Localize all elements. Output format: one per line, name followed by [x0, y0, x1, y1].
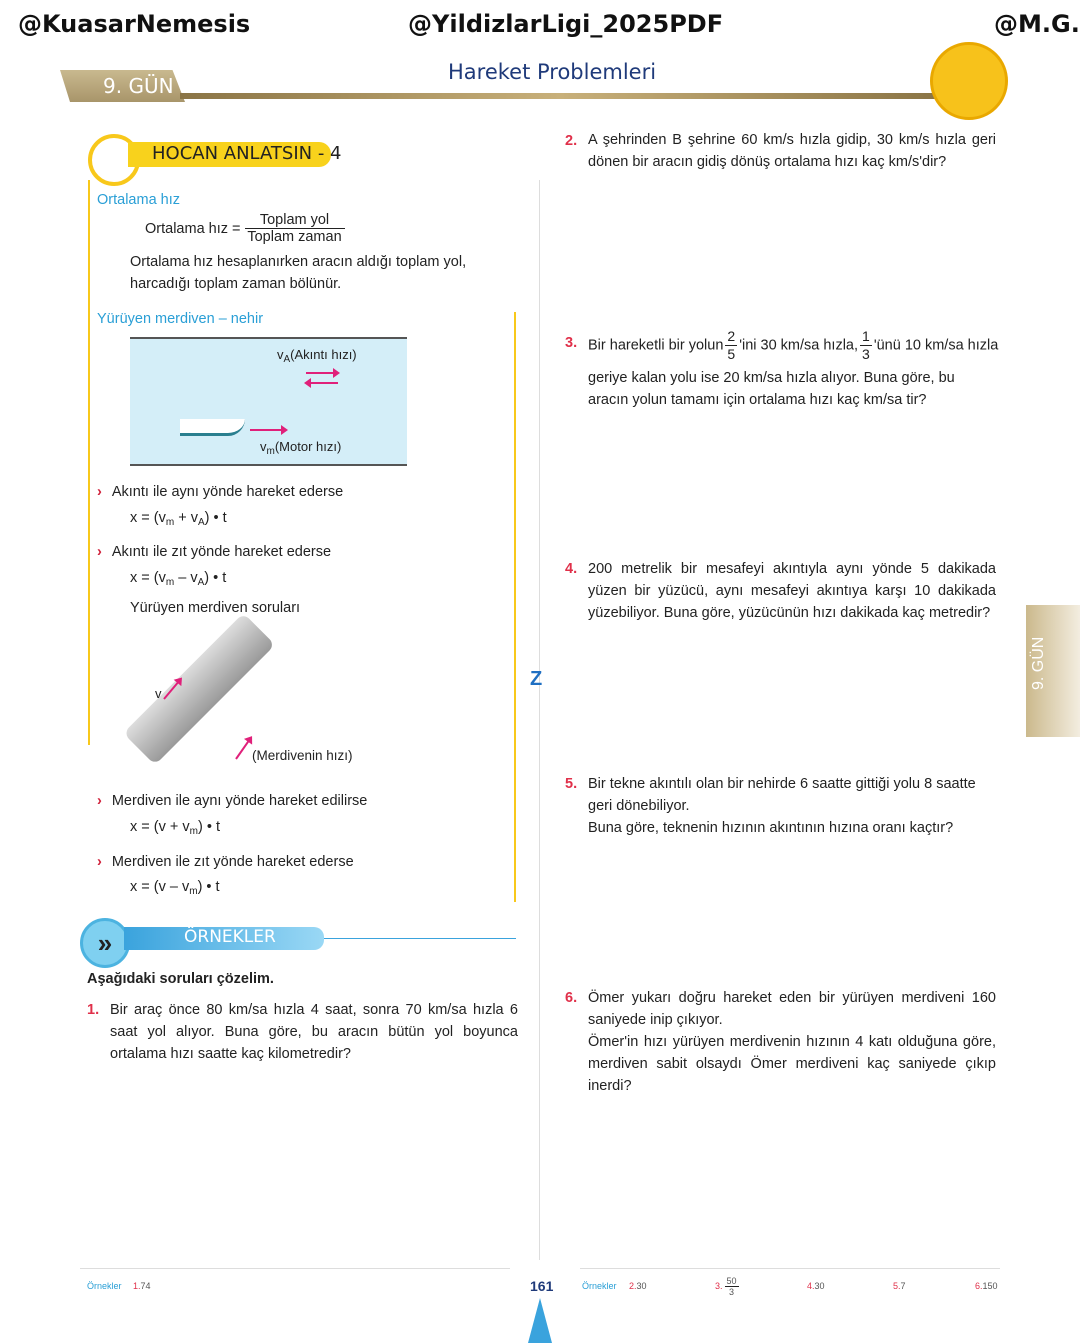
footer-label-left: Örnekler	[87, 1281, 122, 1291]
boat-icon	[180, 419, 245, 436]
q2-text: A şehrinden B şehrine 60 km/s hızla gidip, 30 km/s hızla geri dönen bir aracın gidiş dönüş ortalama hızı kaç km/s'dir?	[588, 132, 996, 170]
formula-fraction	[245, 212, 345, 245]
q3-c: 'ünü 10 km/sa hızla	[873, 337, 999, 354]
q3-b: 'ini 30 km/sa hızla,	[739, 337, 859, 354]
q1-number: 1.	[87, 1002, 100, 1018]
current-arrow-left-icon	[306, 382, 338, 384]
answer-2: 2.30	[629, 1281, 647, 1291]
mascot-avatar	[930, 42, 1008, 120]
section-avg-speed: Ortalama hız	[97, 192, 180, 208]
bullet-text: Merdiven ile aynı yönde hareket edilirse	[111, 793, 368, 809]
bullet-escalator-same: › Merdiven ile aynı yönde hareket edilirse	[97, 793, 368, 809]
footer-label-right: Örnekler	[582, 1281, 617, 1291]
hocan-title: HOCAN ANLATSIN - 4	[152, 143, 342, 164]
publisher-logo-icon: Z	[530, 668, 543, 690]
bullet-opposite-direction: › Akıntı ile zıt yönde hareket ederse	[97, 544, 332, 560]
current-arrow-right-icon	[306, 372, 338, 374]
page-marker-icon	[528, 1298, 552, 1343]
bullet-text: Akıntı ile zıt yönde hareket ederse	[111, 544, 332, 560]
column-divider	[539, 180, 540, 1260]
fraction-2-5: $\frac{2}{5}$	[727, 328, 736, 362]
v-label: v	[155, 686, 162, 701]
q4-number: 4.	[565, 561, 578, 577]
q3-block	[588, 328, 998, 411]
avg-speed-text: Ortalama hız hesaplanırken aracın aldığı toplam yol, harcadığı toplam zaman bölünür.	[130, 254, 467, 292]
motor-arrow-icon	[250, 429, 286, 431]
footer-rule-left	[80, 1268, 510, 1269]
page-title: Hareket Problemleri	[448, 60, 657, 84]
q2-number: 2.	[565, 133, 578, 149]
hocan-border-left	[88, 180, 90, 745]
answer-1: 1.74	[133, 1281, 151, 1291]
header-rule	[180, 93, 940, 99]
q6-block	[588, 987, 996, 1097]
q6-text: Ömer yukarı doğru hareket eden bir yürüyen merdiveni 160 saniyede inip çıkıyor.	[588, 990, 996, 1028]
ornekler-title: ÖRNEKLER	[184, 927, 276, 947]
vm-text: (Motor hızı)	[274, 439, 342, 454]
q3-line1	[588, 328, 998, 363]
bullet-escalator-opposite: › Merdiven ile zıt yönde hareket ederse	[97, 854, 354, 870]
formula-row	[145, 212, 345, 245]
va-text: (Akıntı hızı)	[290, 347, 357, 362]
page-number: 161	[530, 1278, 554, 1294]
formula-3: $x = (v + v_m)$ • t	[130, 819, 220, 837]
footer-rule-right	[580, 1268, 1000, 1269]
answer-5: 5.7	[893, 1281, 906, 1291]
formula-1: $x = (v_m + v_A)$ • t	[130, 510, 227, 528]
formula-den: Toplam zaman	[247, 229, 342, 245]
answer-3: 3. $\frac{50}{3}$	[715, 1276, 737, 1297]
formula-2: $x = (v_m - v_A)$ • t	[130, 570, 227, 588]
ornekler-rule	[324, 938, 516, 939]
q5-text2: Buna göre, teknenin hızının akıntının hızına oranı kaçtır?	[588, 820, 954, 836]
bullet-same-direction: › Akıntı ile aynı yönde hareket ederse	[97, 484, 344, 500]
q5-block	[588, 773, 996, 839]
vm-label: $v_m(Motor$ hızı)	[260, 439, 342, 457]
formula-num: Toplam yol	[245, 212, 345, 229]
hocan-border-right	[514, 312, 516, 902]
river-diagram	[130, 337, 407, 466]
q1-text: Bir araç önce 80 km/sa hızla 4 saat, sonra 70 km/sa hızla 6 saat yol alıyor. Buna göre, bu aracın bütün yol boyunca ortalama hızı saatte kaç kilometredir?	[110, 1002, 518, 1062]
q4-text: 200 metrelik bir mesafeyi akıntıyla aynı yönde 5 dakikada yüzen bir yüzücü, aynı mesafeyi akıntıya karşı 10 dakikada yüzebiliyor. Buna göre, yüzücünün hızı dakikada kaç metredir?	[588, 561, 996, 621]
answer-4: 4.30	[807, 1281, 825, 1291]
bullet-text: Akıntı ile aynı yönde hareket ederse	[111, 484, 344, 500]
fraction-1-3: $\frac{1}{3}$	[862, 328, 870, 362]
ornekler-intro: Aşağıdaki soruları çözelim.	[87, 971, 274, 987]
q5-text: Bir tekne akıntılı olan bir nehirde 6 saatte gittiği yolu 8 saatte geri dönebiliyor.	[588, 776, 976, 814]
q5-number: 5.	[565, 776, 578, 792]
watermark-left: @KuasarNemesis	[18, 10, 251, 38]
chevrons-icon: »	[80, 918, 130, 968]
q6-text2: Ömer'in hızı yürüyen merdivenin hızının 4 katı olduğuna göre, merdiven sabit olsaydı Ömer merdiveni kaç saniyede çıkıp inerdi?	[588, 1034, 996, 1094]
q6-number: 6.	[565, 990, 578, 1006]
watermark-right: @M.G.	[994, 10, 1080, 38]
side-tab-label: 9. GÜN	[1030, 636, 1047, 690]
formula-label: Ortalama hız =	[145, 220, 241, 237]
escalator-speed-label: (Merdivenin hızı)	[252, 748, 353, 763]
day-label: 9. GÜN	[103, 74, 174, 98]
section-escalator-river: Yürüyen merdiven – nehir	[97, 311, 264, 327]
answer-6: 6.150	[975, 1281, 998, 1291]
q3-text: geriye kalan yolu ise 20 km/sa hızla alıyor. Buna göre, bu aracın yolun tamamı için ortalama hızı kaç km/sa tir?	[588, 370, 955, 408]
watermark-center: @YildizlarLigi_2025PDF	[408, 10, 724, 38]
escalator-title: Yürüyen merdiven soruları	[130, 600, 301, 616]
q3-number: 3.	[565, 335, 578, 351]
formula-4: $x = (v - v_m)$ • t	[130, 879, 220, 897]
bullet-text: Merdiven ile zıt yönde hareket ederse	[111, 854, 354, 870]
va-label: $v_A(Akıntı$ hızı)	[277, 347, 357, 365]
q3-a: Bir hareketli bir yolun	[588, 337, 724, 354]
